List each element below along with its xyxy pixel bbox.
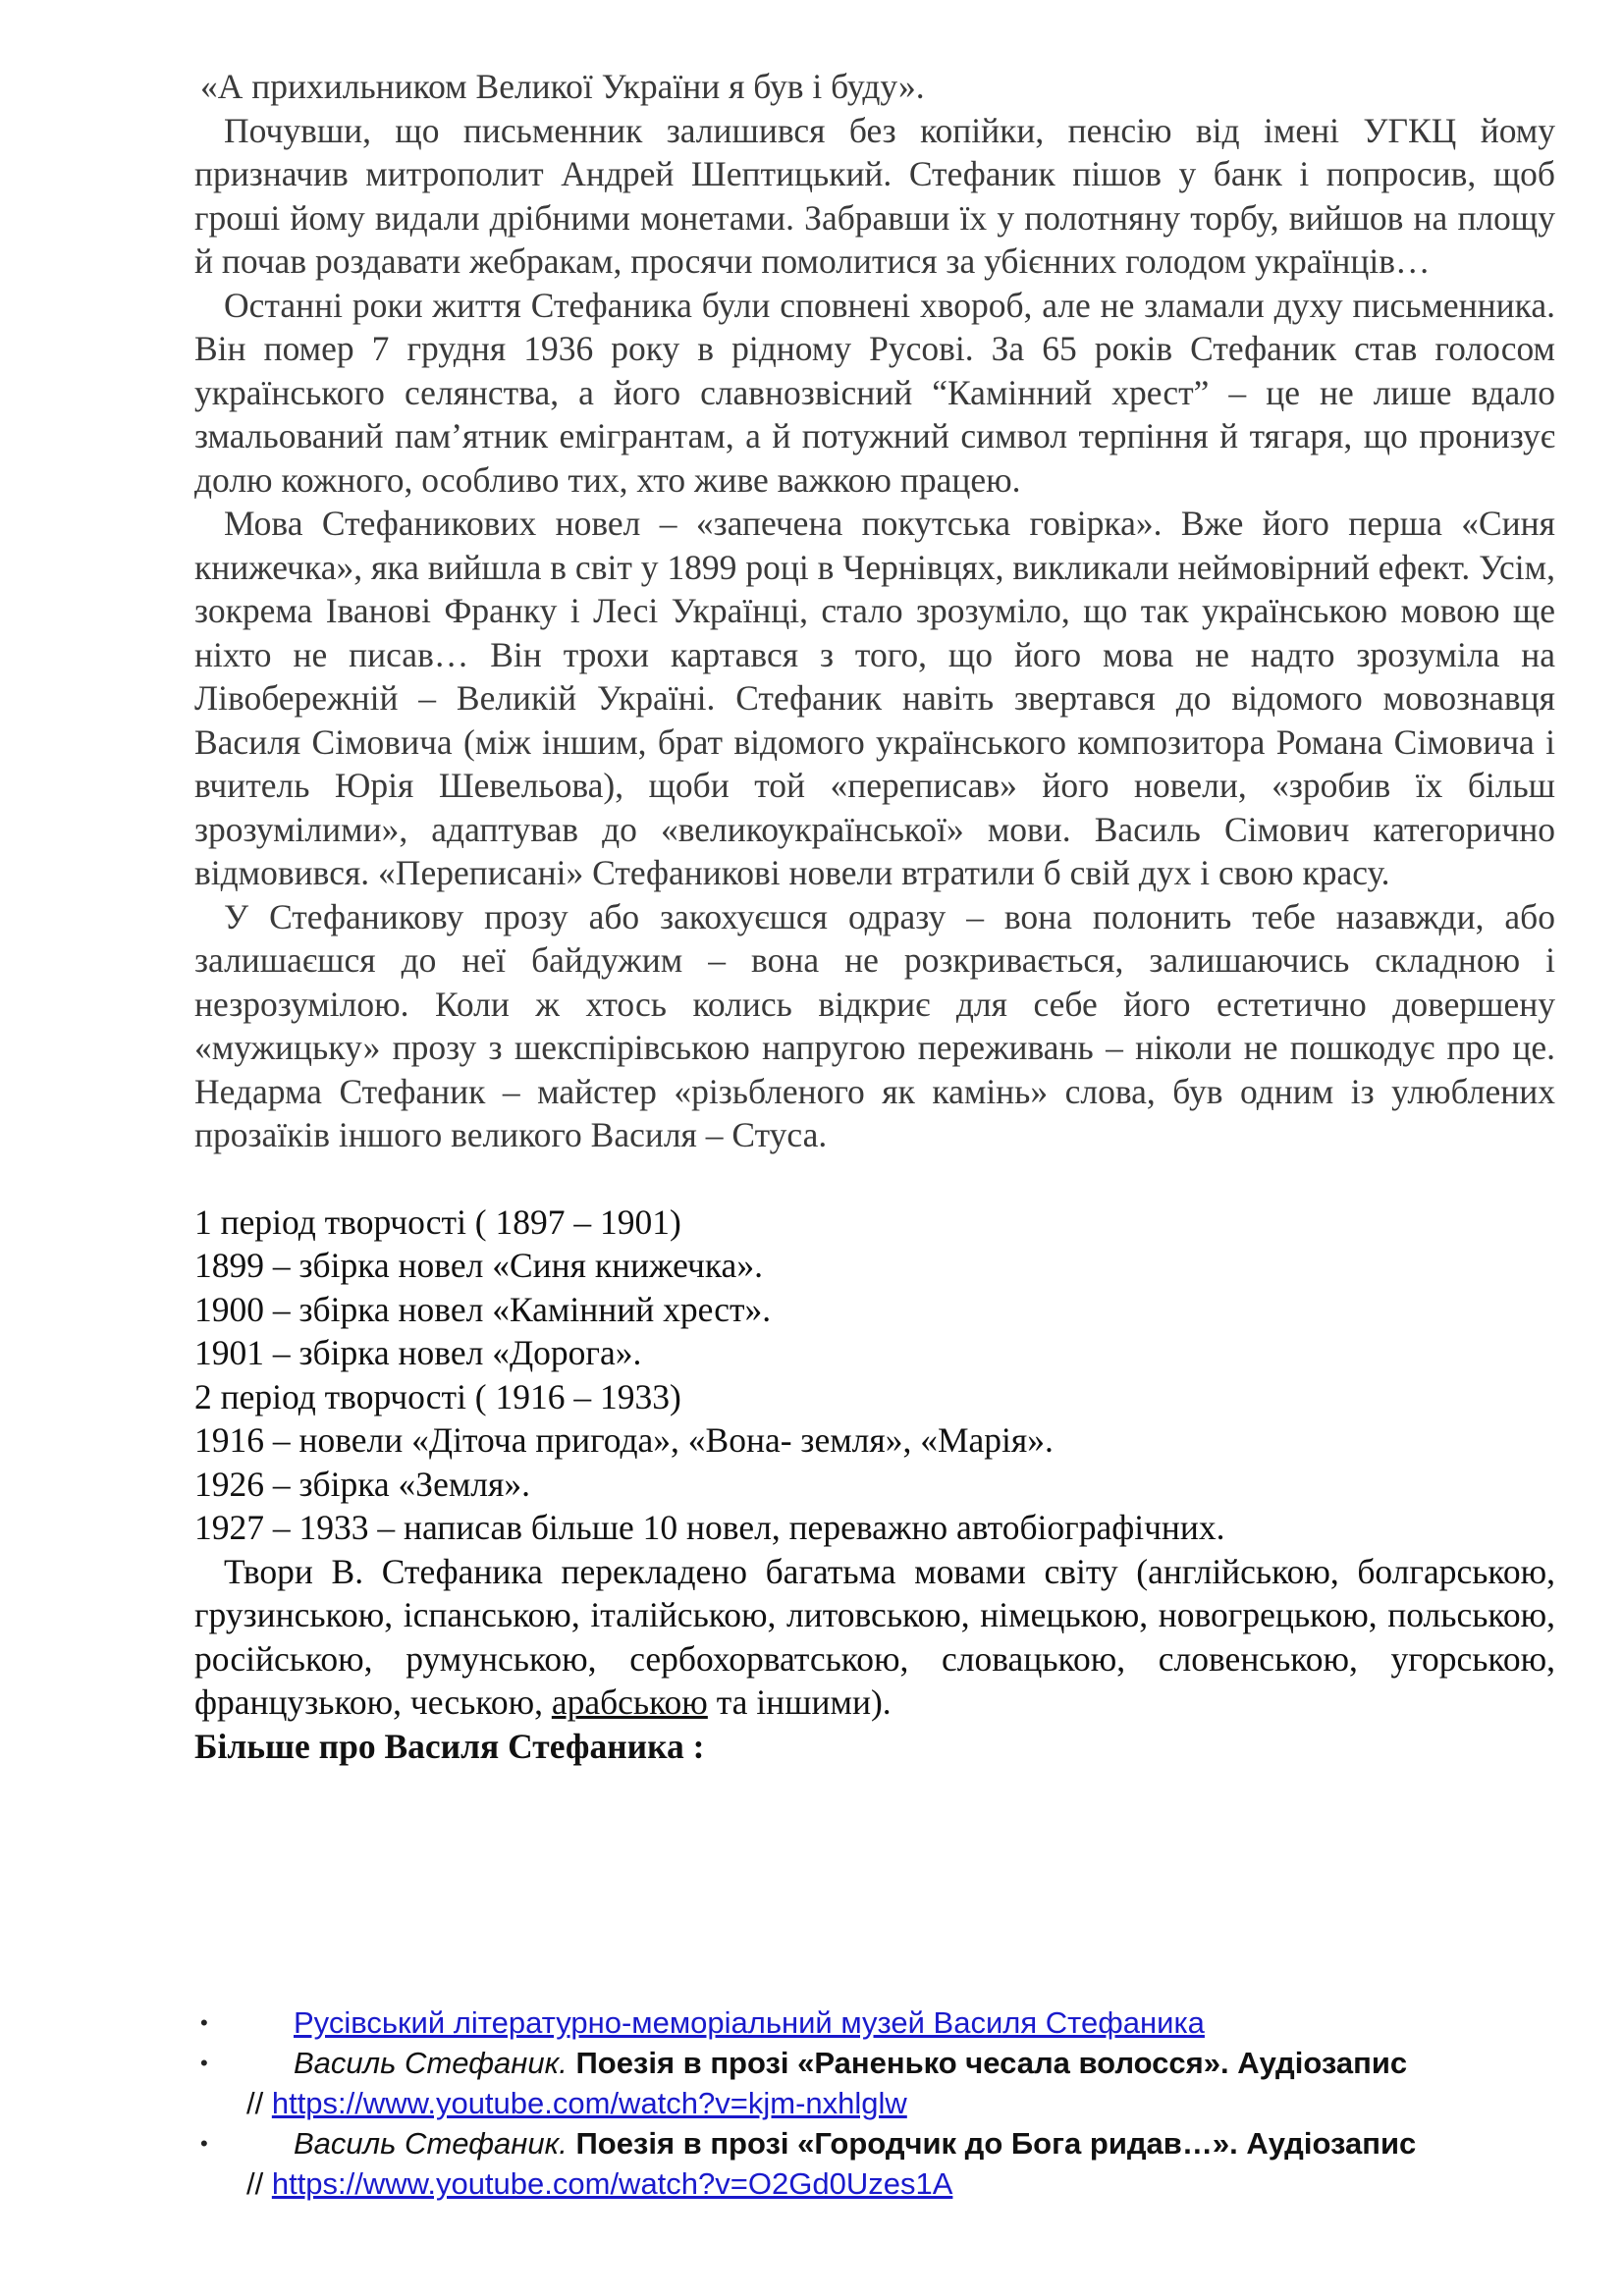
timeline-1901: 1901 – збірка новел «Дорога». <box>194 1333 642 1372</box>
spacer <box>194 1157 1555 1201</box>
arabic-underlined: арабською <box>551 1682 708 1722</box>
youtube-link-2[interactable]: https://www.youtube.com/watch?v=O2Gd0Uzes1A <box>271 2166 953 2201</box>
url-prefix: // <box>246 2086 272 2120</box>
bullet-icon: • <box>200 2131 208 2156</box>
paragraph-pension: Почувши, що письменник залишився без копійки, пенсію від імені УГКЦ йому призначив митрополит Андрей Шептицький. Стефаник пішов у банк і попросив, щоб гроші йому видали дрібними монетами. Забравши їх у полотняну торбу, вийшов на площу й почав роздавати жебракам, просячи помолитися за убієнних голодом українців… <box>194 110 1555 281</box>
item-author: Василь Стефаник. <box>294 2046 568 2080</box>
paragraph-last-years: Останні роки життя Стефаника були сповнені хвороб, але не зламали духу письменника. Він помер 7 грудня 1936 року в рідному Русові. За 65 років Стефаник став голосом українського селянства, а його славнозвісний “Камінний хрест” – це не лише вдало змальований пам’ятник емігрантам, а й потужний символ терпіння й тягаря, що пронизує долю кожного, особливо тих, хто живе важкою працею. <box>194 285 1555 500</box>
bullet-icon: • <box>200 2051 208 2075</box>
timeline-period-2: 2 період творчості ( 1916 – 1933) <box>194 1376 681 1416</box>
timeline-period-1: 1 період творчості ( 1897 – 1901) <box>194 1201 681 1242</box>
more-heading: Більше про Василя Стефаника : <box>194 1726 705 1766</box>
url-line <box>194 2163 1559 2204</box>
item-author: Василь Стефаник. <box>294 2126 568 2161</box>
timeline-1926: 1926 – збірка «Земля». <box>194 1464 530 1504</box>
links-list <box>194 2002 1559 2204</box>
item-title: Поезія в прозі «Раненько чесала волосся». Аудіозапис <box>567 2046 1408 2080</box>
museum-link[interactable]: Русівський літературно-меморіальний музей Василя Стефаника <box>294 2005 1205 2040</box>
url-line <box>194 2083 1559 2123</box>
translations-text: Твори В. Стефаника перекладено багатьма мовами світу (англійською, болгарською, грузинською, іспанською, італійською, литовською, німецькою, новогрецькою, польською, російською, румунською, сербохорватською, словацькою, словенською, угорською, французькою, чеською, <box>194 1551 1555 1722</box>
bullet-icon: • <box>200 2010 208 2035</box>
list-item <box>194 2123 1559 2163</box>
timeline-1916: 1916 – новели «Діточа пригода», «Вона- земля», «Марія». <box>194 1420 1054 1460</box>
paragraph-language: Мова Стефаникових новел – «запечена покутська говірка». Вже його перша «Синя книжечка», яка вийшла в світ у 1899 році в Чернівцях, викликали неймовірний ефект. Усім, зокрема Іванові Франку і Лесі Українці, стало зрозуміло, що так українською мовою ще ніхто не писав… Він трохи картався з того, що його мова не надто зрозуміла на Лівобережній – Великій Україні. Стефаник навіть звертався до відомого мовознавця Василя Сімовича (між іншим, брат відомого українського композитора Романа Сімовича і вчитель Юрія Шевельова), щоби той «переписав» його новели, «зробив їх більш зрозумілими», адаптував до «великоукраїнської» мови. Василь Сімович категорично відмовився. «Переписані» Стефаникові новели втратили б свій дух і свою красу. <box>194 504 1555 892</box>
item-title: Поезія в прозі «Городчик до Бога ридав…». Аудіозапис <box>567 2126 1417 2161</box>
list-item <box>194 2043 1559 2083</box>
translations-end: та іншими). <box>707 1682 892 1722</box>
timeline-1900: 1900 – збірка новел «Камінний хрест». <box>194 1289 772 1329</box>
quote-line: «А прихильником Великої України я був і буду». <box>200 67 925 106</box>
url-prefix: // <box>246 2166 272 2201</box>
timeline-1927-1933: 1927 – 1933 – написав більше 10 новел, переважно автобіографічних. <box>194 1508 1225 1547</box>
paragraph-prose: У Стефаникову прозу або закохуєшся одразу – вона полонить тебе назавжди, або залишаєшся до неї байдужим – вона не розкривається, залишаючись складною і незрозумілою. Коли ж хтось колись відкриє для себе його естетично довершену «мужицьку» прозу з шекспірівською напругою переживань – ніколи не пошкодує про це. Недарма Стефаник – майстер «різьбленого як камінь» слова, був одним із улюблених прозаїків іншого великого Василя – Стуса. <box>194 896 1555 1154</box>
article-body <box>194 65 1555 1768</box>
list-item <box>194 2002 1559 2043</box>
translations-paragraph <box>194 1550 1555 1725</box>
timeline-1899: 1899 – збірка новел «Синя книжечка». <box>194 1246 763 1285</box>
youtube-link-1[interactable]: https://www.youtube.com/watch?v=kjm-nxhlglw <box>271 2086 907 2120</box>
